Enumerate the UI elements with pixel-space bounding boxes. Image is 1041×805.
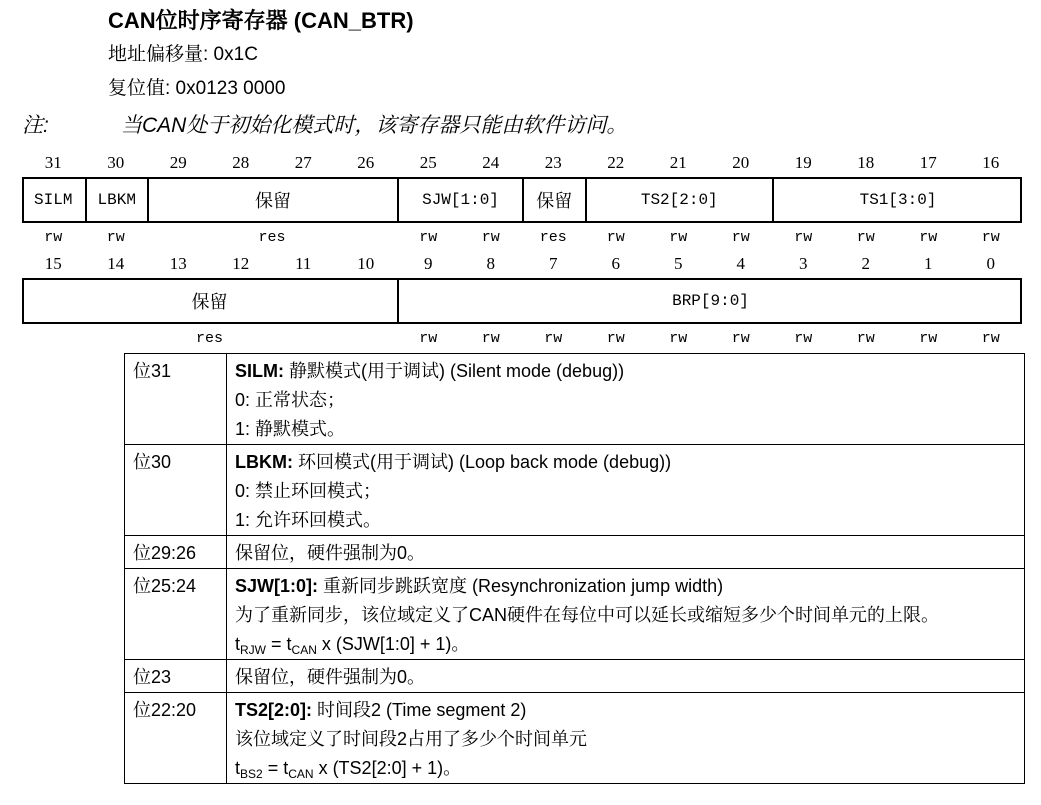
register-row-box [22,278,1022,324]
bit-number: 29 [169,153,187,172]
bit-number: 31 [44,153,62,172]
text-segment: 保留位，硬件强制为0。 [235,667,426,687]
description-line [235,357,1016,386]
note-text: 当CAN处于初始化模式时，该寄存器只能由软件访问。 [121,114,628,137]
bit-number: 27 [294,153,312,172]
subscript: RJW [240,643,267,657]
bit-number: 28 [232,153,250,172]
description-line [235,477,1016,506]
text-segment: t [235,634,241,654]
bit-description [227,445,1025,536]
field-name: BRP[9:0] [672,292,749,310]
bit-number: 16 [982,153,1000,172]
access-type: rw [419,330,438,347]
field-name-bold: LBKM: [235,452,293,472]
bit-number: 22 [607,153,625,172]
register-field [522,179,585,221]
access-type: rw [106,229,125,246]
text-segment: 1: 静默模式。 [235,419,346,439]
field-name: TS1[3:0] [859,191,937,209]
text-segment: t [235,758,241,778]
description-table [124,353,1025,784]
description-line [235,386,1016,415]
text-segment: 时间段2 (Time segment 2) [312,700,527,720]
bit-number: 14 [107,254,125,273]
field-name: 保留 [191,292,228,312]
bit-description [227,536,1025,569]
bit-number: 3 [799,254,808,273]
register-field [22,179,85,221]
access-type: res [258,229,286,246]
text-segment: 0: 正常状态； [235,390,346,410]
field-name-bold: TS2[2:0]: [235,700,313,720]
field-name: TS2[2:0] [640,191,718,209]
description-line [235,415,1016,444]
description-line [235,630,1016,659]
bit-range: 位23 [125,660,227,693]
bit-number: 25 [419,153,437,172]
note-label: 注: [22,114,49,137]
description-table-body [125,354,1025,784]
access-type: rw [669,330,688,347]
description-row [125,536,1025,569]
description-row [125,354,1025,445]
subscript: CAN [288,767,314,781]
bit-number: 15 [44,254,62,273]
bit-description [227,660,1025,693]
register-field [397,179,522,221]
access-type: rw [856,330,875,347]
text-segment: x (TS2[2:0] + 1)。 [313,758,462,778]
field-name: 保留 [255,191,291,211]
description-line [235,725,1016,754]
bit-number: 0 [986,254,995,273]
description-row [125,660,1025,693]
register-diagram [0,0,1041,350]
access-type: rw [44,229,63,246]
field-name-bold: SJW[1:0]: [235,576,319,596]
description-line [235,572,1016,601]
text-segment: 重新同步跳跃宽度 (Resynchronization jump width) [318,576,724,596]
bit-number: 6 [611,254,620,273]
text-segment: x (SJW[1:0] + 1)。 [316,634,470,654]
bit-range: 位29:26 [125,536,227,569]
description-row [125,569,1025,660]
register-row-box [22,177,1022,223]
bit-number: 4 [736,254,745,273]
bit-range: 位30 [125,445,227,536]
bit-number: 21 [669,153,687,172]
access-type: rw [794,229,813,246]
register-field [85,179,148,221]
bit-number: 13 [169,254,187,273]
bit-number: 30 [107,153,125,172]
field-name-bold: SILM: [235,361,284,381]
text-segment: 0: 禁止环回模式； [235,481,382,501]
bit-number: 18 [857,153,875,172]
access-type: res [539,229,567,246]
text-segment: 1: 允许环回模式。 [235,510,382,530]
bit-number: 11 [295,254,312,273]
bit-number: 9 [424,254,433,273]
bit-number: 26 [357,153,375,172]
access-type: rw [794,330,813,347]
bit-number: 10 [357,254,375,273]
bit-number: 20 [732,153,750,172]
register-field [585,179,773,221]
register-field [147,179,397,221]
access-type: rw [981,330,1000,347]
access-type: rw [669,229,688,246]
access-type: rw [919,229,938,246]
access-type: rw [606,330,625,347]
bit-number: 7 [549,254,558,273]
access-type: rw [419,229,438,246]
description-line [235,448,1016,477]
access-type: rw [919,330,938,347]
address-offset: 地址偏移量: 0x1C [108,44,258,65]
bit-number: 19 [794,153,812,172]
register-field [772,179,1022,221]
subscript: CAN [291,643,317,657]
access-type: rw [731,229,750,246]
description-line [235,506,1016,535]
reset-value: 复位值: 0x0123 0000 [108,78,286,99]
bit-number: 1 [924,254,933,273]
bit-description [227,693,1025,784]
description-row [125,693,1025,784]
access-type: rw [731,330,750,347]
bit-number: 2 [861,254,870,273]
bit-number: 23 [544,153,562,172]
access-type: rw [481,229,500,246]
access-type: rw [981,229,1000,246]
text-segment: 保留位，硬件强制为0。 [235,543,426,563]
description-line [235,754,1016,783]
bit-number: 12 [232,254,250,273]
register-field [22,280,397,322]
access-type: rw [856,229,875,246]
bit-range: 位31 [125,354,227,445]
description-line [235,663,1016,692]
register-field [397,280,1022,322]
bit-range: 位22:20 [125,693,227,784]
description-line [235,601,1016,630]
description-row [125,445,1025,536]
text-segment: 静默模式(用于调试) (Silent mode (debug)) [284,361,625,381]
bit-range: 位25:24 [125,569,227,660]
text-segment: 该位域定义了时间段2占用了多少个时间单元 [235,729,588,749]
bit-number: 8 [486,254,495,273]
text-segment: = t [262,758,289,778]
text-segment: 为了重新同步，该位域定义了CAN硬件在每位中可以延长或缩短多少个时间单元的上限。 [235,605,939,625]
subscript: BS2 [240,767,263,781]
field-name: SILM [34,191,73,209]
text-segment: = t [266,634,292,654]
text-segment: 环回模式(用于调试) (Loop back mode (debug)) [292,452,672,472]
bit-number: 17 [919,153,937,172]
field-name: SJW[1:0] [422,191,499,209]
bit-description [227,569,1025,660]
access-type: rw [606,229,625,246]
bit-number: 24 [482,153,500,172]
description-line [235,539,1016,568]
description-line [235,696,1016,725]
bit-description [227,354,1025,445]
field-name: LBKM [97,191,136,209]
access-type: res [195,330,223,347]
access-type: rw [544,330,563,347]
page-title: CAN位时序寄存器 (CAN_BTR) [108,8,414,33]
bit-number: 5 [674,254,683,273]
field-name: 保留 [536,191,573,211]
access-type: rw [481,330,500,347]
